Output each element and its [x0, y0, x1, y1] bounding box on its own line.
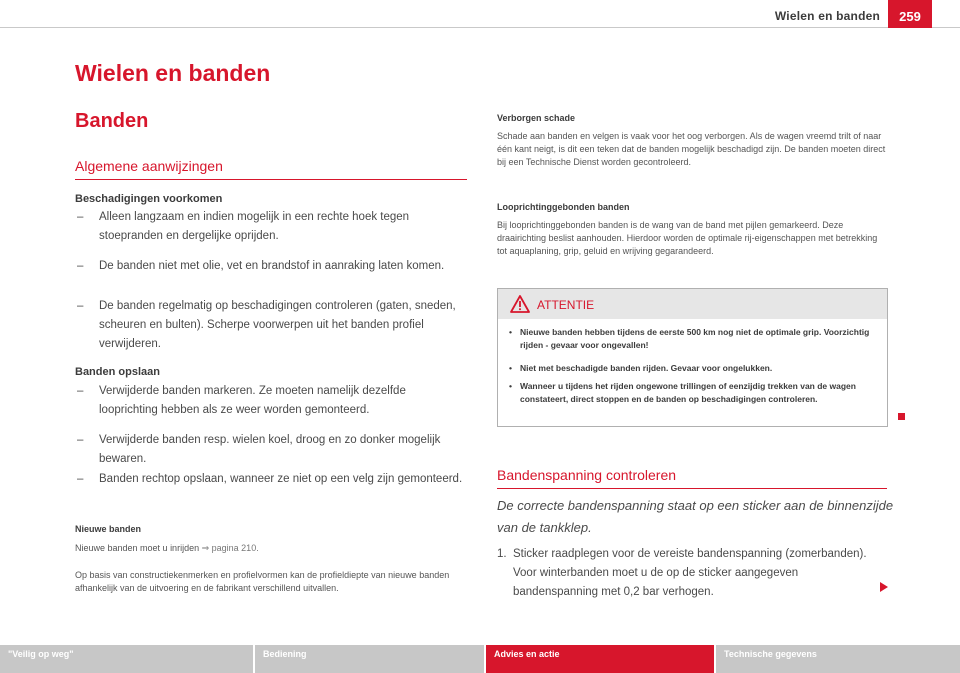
footer-tab-operation[interactable]: Bediening [255, 645, 486, 673]
attention-box [497, 288, 888, 427]
list-item: • Niet met beschadigde banden rijden. Gevaar voor ongelukken. [509, 363, 773, 373]
attention-header [498, 289, 887, 319]
direction-text: Bij looprichtinggebonden banden is de wang van de band met pijlen gemarkeerd. Deze draairichting beslist aanhouden. Hierdoor worden de optimale rij-eigenschappen met betrekking tot aquaplaning, grip, geluid en wrijving gegarandeerd. [497, 220, 878, 256]
footer-tab-advice[interactable]: Advies en actie [486, 645, 716, 673]
new-tires-text: Nieuwe banden moet u inrijden ⇒ pagina 210. [75, 543, 259, 553]
chapter-title: Wielen en banden [75, 60, 271, 86]
page-reference-link[interactable]: ⇒ pagina 210. [201, 543, 259, 553]
footer-tab-technical[interactable]: Technische gegevens [716, 645, 960, 673]
section-end-marker [898, 413, 905, 420]
attention-title: ATTENTIE [537, 298, 595, 312]
subsection-title-pressure: Bandenspanning controleren [497, 467, 887, 489]
list-item: • Nieuwe banden hebben tijdens de eerste 500 km nog niet de optimale grip. Voorzichtig rijden - gevaar voor ongevallen! [509, 327, 870, 350]
footer-nav [0, 645, 960, 673]
page-number: 259 [888, 0, 932, 28]
list-item: – De banden regelmatig op beschadigingen controleren (gaten, sneden, scheuren en bulten). Scherpe voorwerpen uit het banden profiel verwijderen. [77, 300, 456, 350]
storage-heading: Banden opslaan [75, 366, 160, 378]
list-item: – Banden rechtop opslaan, wanneer ze niet op een velg zijn gemonteerd. [77, 473, 463, 485]
damage-heading: Beschadigingen voorkomen [75, 193, 223, 205]
subsection-title-general: Algemene aanwijzingen [75, 158, 467, 180]
header-rule [0, 27, 960, 28]
new-tires-heading: Nieuwe banden [75, 524, 142, 534]
pressure-intro: De correcte bandenspanning staat op een sticker aan de binnenzijde van de tankklep. [497, 498, 894, 535]
warning-triangle-icon [510, 295, 530, 313]
new-tires-paragraph: Op basis van constructiekenmerken en profielvormen kan de profieldiepte van nieuwe banden afhankelijk van de uitvoering en de fabrikant verschillend uitvallen. [75, 570, 450, 593]
running-header: Wielen en banden [774, 9, 880, 23]
list-item: – Verwijderde banden markeren. Ze moeten namelijk dezelfde looprichting hebben als ze weer worden gemonteerd. [77, 385, 406, 416]
list-item: – De banden niet met olie, vet en brandstof in aanraking laten komen. [77, 260, 445, 272]
list-item: – Alleen langzaam en indien mogelijk in een rechte hoek tegen stoepranden en dergelijke oprijden. [77, 211, 410, 242]
continue-arrow-icon [880, 582, 888, 592]
section-title: Banden [75, 110, 149, 132]
footer-tab-safety[interactable]: "Veilig op weg" [0, 645, 255, 673]
list-item: – Verwijderde banden resp. wielen koel, droog en zo donker mogelijk bewaren. [77, 434, 441, 465]
direction-heading: Looprichtinggebonden banden [497, 202, 630, 212]
step-item: 1. Sticker raadplegen voor de vereiste bandenspanning (zomerbanden). Voor winterbanden moet u de op de sticker aangegeven bandenspanning met 0,2 bar verhogen. [497, 548, 867, 598]
list-item: • Wanneer u tijdens het rijden ongewone trillingen of eenzijdig trekken van de wagen constateert, direct stoppen en de banden op beschadigingen controleren. [509, 381, 856, 404]
hidden-damage-heading: Verborgen schade [497, 113, 576, 123]
hidden-damage-text: Schade aan banden en velgen is vaak voor het oog verborgen. Als de wagen vreemd trilt of naar één kant neigt, is dit een teken dat de banden mogelijk beschadigd zijn. De banden moeten direct bij een Technische Dienst worden gecontroleerd. [497, 131, 886, 167]
